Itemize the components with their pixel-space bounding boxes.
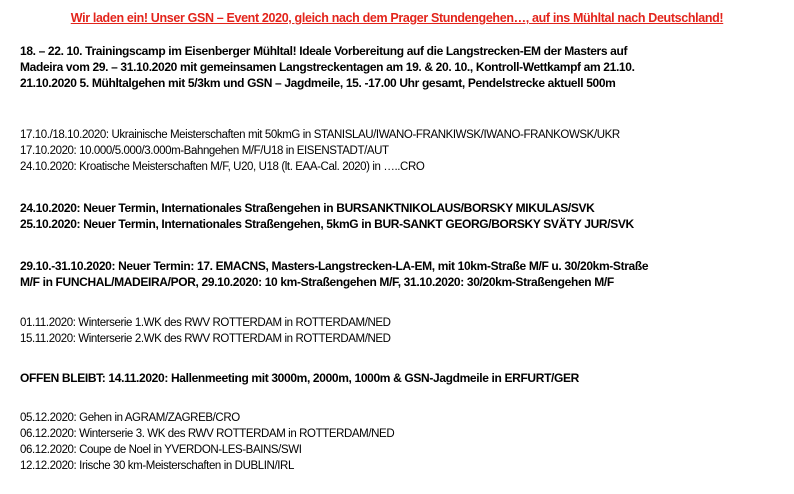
november-winter-series-section — [20, 315, 790, 347]
event-line: 29.10.-31.10.2020: Neuer Termin: 17. EMACNS, Masters-Langstrecken-LA-EM, mit 10km-Straße M/F u. 30/20km-Straße — [20, 259, 649, 273]
event-line: 12.12.2020: Irische 30 km-Meisterschaften in DUBLIN/IRL — [20, 460, 294, 472]
event-line: 15.11.2020: Winterserie 2.WK des RWV ROTTERDAM in ROTTERDAM/NED — [20, 333, 391, 345]
event-line: 06.12.2020: Coupe de Noel in YVERDON-LES-BAINS/SWI — [20, 444, 302, 456]
event-line: M/F in FUNCHAL/MADEIRA/POR, 29.10.2020: 10 km-Straßengehen M/F, 31.10.2020: 30/20km-Straßengehen M/F — [20, 275, 614, 289]
event-line: 05.12.2020: Gehen in AGRAM/ZAGREB/CRO — [20, 412, 240, 424]
event-line: 18. – 22. 10. Trainingscamp im Eisenberger Mühltal! Ideale Vorbereitung auf die Langstrecken-EM der Masters auf — [20, 44, 628, 58]
open-event-section — [20, 370, 790, 386]
event-line: 17.10./18.10.2020: Ukrainische Meisterschaften mit 50kmG in STANISLAU/IWANO-FRANKIWSK/IWANO-FRANKOWSK/UKR — [20, 129, 620, 141]
event-line: 24.10.2020: Neuer Termin, Internationales Straßengehen in BURSANKTNIKOLAUS/BORSKY MIKULAS/SVK — [20, 201, 595, 215]
december-events-section — [20, 410, 790, 474]
event-line: OFFEN BLEIBT: 14.11.2020: Hallenmeeting mit 3000m, 2000m, 1000m & GSN-Jagdmeile in ERFURT/GER — [20, 371, 579, 385]
event-line: 01.11.2020: Winterserie 1.WK des RWV ROTTERDAM in ROTTERDAM/NED — [20, 317, 391, 329]
event-line: 17.10.2020: 10.000/5.000/3.000m-Bahngehen M/F/U18 in EISENSTADT/AUT — [20, 145, 389, 157]
event-line: 21.10.2020 5. Mühltalgehen mit 5/3km und GSN – Jagdmeile, 15. -17.00 Uhr gesamt, Pendelstrecke aktuell 500m — [20, 76, 616, 90]
training-camp-section — [20, 43, 790, 91]
invitation-headline: Wir laden ein! Unser GSN – Event 2020, gleich nach dem Prager Stundengehen…, auf ins Mühltal nach Deutschland! — [70, 11, 724, 25]
october-events-section — [20, 127, 790, 175]
event-line: Madeira vom 29. – 31.10.2020 mit gemeinsamen Langstreckentagen am 19. & 20. 10., Kontroll-Wettkampf am 21.10. — [20, 60, 635, 74]
event-line: 24.10.2020: Kroatische Meisterschaften M/F, U20, U18 (lt. EAA-Cal. 2020) in …..CRO — [20, 161, 425, 173]
new-dates-section — [20, 200, 790, 232]
emacns-section — [20, 258, 790, 290]
event-line: 06.12.2020: Winterserie 3. WK des RWV ROTTERDAM in ROTTERDAM/NED — [20, 428, 395, 440]
event-line: 25.10.2020: Neuer Termin, Internationales Straßengehen, 5kmG in BUR-SANKT GEORG/BORSKY SVÄTY JUR/SVK — [20, 217, 634, 231]
